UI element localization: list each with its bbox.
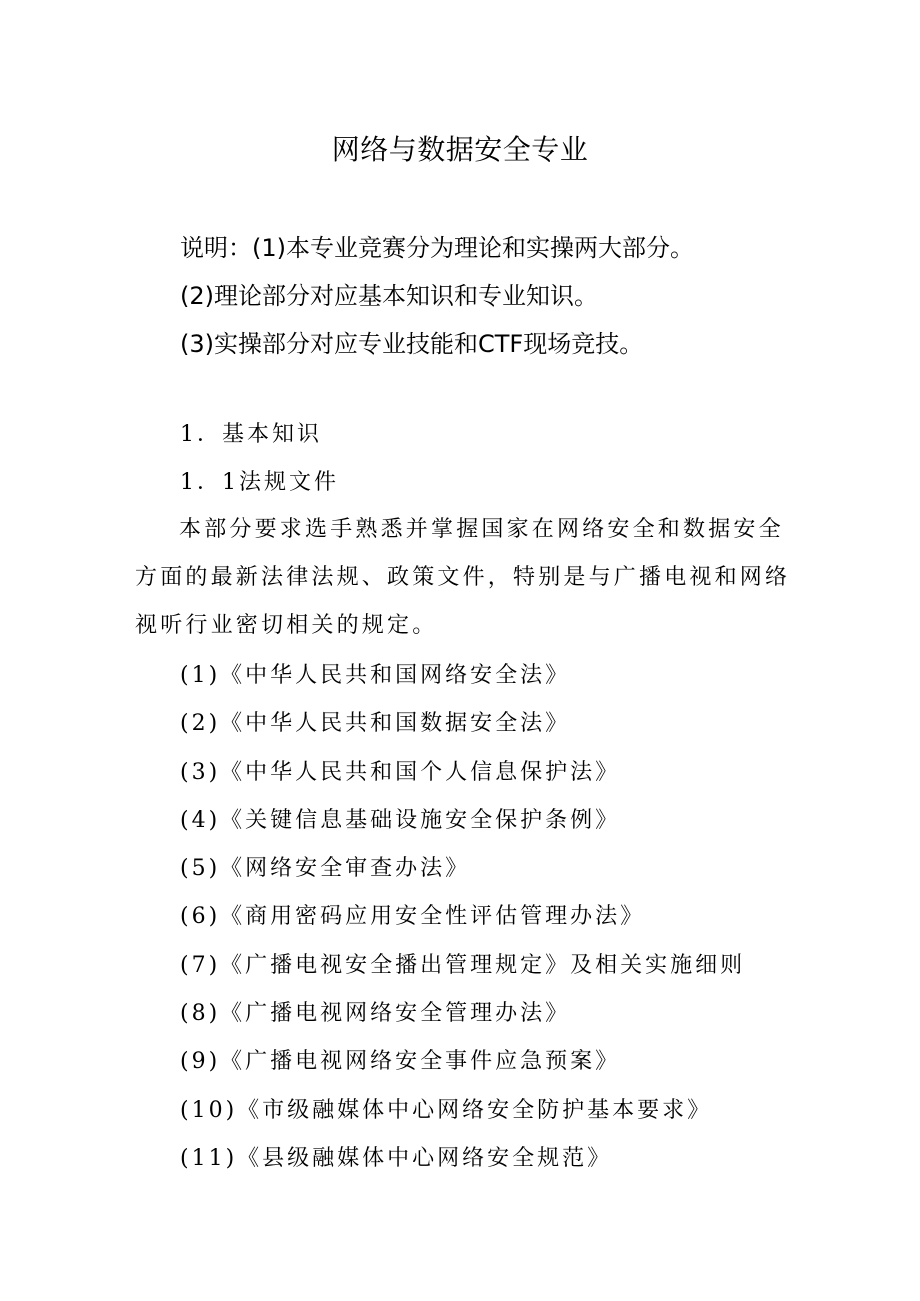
law-number: (3) (180, 759, 221, 785)
list-item (180, 652, 745, 700)
law-number: (9) (180, 1049, 221, 1075)
list-item (180, 990, 745, 1038)
list-item (180, 942, 745, 990)
law-title: 《中华人民共和国个人信息保护法》 (220, 759, 621, 785)
section-heading: 1．基本知识 (180, 422, 322, 447)
law-list (180, 652, 745, 1183)
law-title: 《县级融媒体中心网络安全规范》 (237, 1145, 613, 1171)
law-number: (8) (180, 1001, 221, 1027)
law-number: (5) (180, 856, 221, 882)
law-title: 《中华人民共和国数据安全法》 (220, 711, 571, 737)
law-title: 《市级融媒体中心网络安全防护基本要求》 (237, 1097, 713, 1123)
law-number: (4) (180, 807, 221, 833)
law-number: (6) (180, 904, 221, 930)
note-line-3: (3)实操部分对应专业技能和CTF现场竞技。 (180, 330, 644, 358)
note-line-2: (2)理论部分对应基本知识和专业知识。 (180, 282, 598, 310)
list-item (180, 1135, 745, 1183)
law-title: 《广播电视网络安全事件应急预案》 (220, 1049, 621, 1075)
law-number: (10) (180, 1097, 238, 1123)
law-number: (11) (180, 1145, 238, 1171)
subsection-heading: 1．1法规文件 (180, 470, 339, 495)
document-title: 网络与数据安全专业 (331, 133, 589, 166)
note-line-1: 说明：(1)本专业竞赛分为理论和实操两大部分。 (180, 234, 694, 262)
body-paragraph: 本部分要求选手熟悉并掌握国家在网络安全和数据安全方面的最新法律法规、政策文件，特别是与广播电视和网络视听行业密切相关的规定。 (135, 517, 791, 638)
law-title: 《广播电视网络安全管理办法》 (220, 1001, 571, 1027)
list-item (180, 797, 745, 845)
law-title: 《商用密码应用安全性评估管理办法》 (220, 904, 646, 930)
law-title: 《中华人民共和国网络安全法》 (220, 663, 571, 688)
law-title: 《广播电视安全播出管理规定》及相关实施细则 (220, 952, 746, 978)
law-title: 《关键信息基础设施安全保护条例》 (220, 807, 621, 833)
list-item (180, 893, 745, 941)
list-item (180, 749, 745, 797)
list-item (180, 700, 745, 748)
list-item (180, 1038, 745, 1086)
list-item (180, 1087, 745, 1135)
law-title: 《网络安全审查办法》 (220, 856, 471, 882)
list-item (180, 845, 745, 893)
law-number: (1) (180, 663, 221, 688)
law-number: (2) (180, 711, 221, 737)
law-number: (7) (180, 952, 221, 978)
